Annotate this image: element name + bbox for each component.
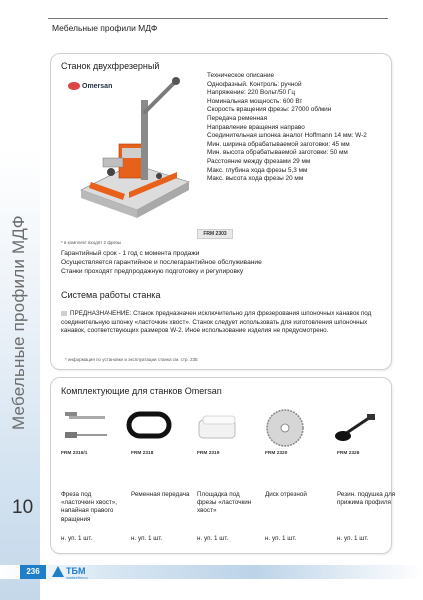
tbm-logo bbox=[52, 564, 104, 580]
accessory-name: Резин. подушка для прижима профиля bbox=[337, 491, 396, 507]
spec-item: Мин. ширина обрабатываемой заготовки: 45 мм bbox=[207, 140, 350, 148]
spec-item: Макс. глубина хода фрезы 5,3 мм bbox=[207, 166, 308, 174]
cutter-pad-icon bbox=[191, 408, 247, 448]
accessory-unit: н. уп. 1 шт. bbox=[197, 535, 229, 542]
system-title: Система работы станка bbox=[61, 290, 161, 300]
spec-list bbox=[207, 72, 387, 184]
router-bit-icon bbox=[55, 408, 111, 448]
header-rule bbox=[48, 18, 388, 19]
svg-text:ТБМ: ТБМ bbox=[66, 566, 86, 576]
product-title: Станок двухфрезерный bbox=[61, 61, 160, 71]
svg-text:market.tbm.ru: market.tbm.ru bbox=[66, 576, 88, 580]
page-header-title: Мебельные профили МДФ bbox=[52, 23, 158, 33]
spec-item: Мин. высота обрабатываемой заготовки: 50 мм bbox=[207, 149, 348, 157]
warranty-info bbox=[61, 249, 262, 276]
info-item: Осуществляется гарантийное и послегарантийное обслуживание bbox=[61, 259, 262, 266]
saw-blade-icon bbox=[257, 408, 313, 448]
section-number: 10 bbox=[12, 497, 34, 518]
accessory-name: Фреза под «ласточкин хвост», напайная правого вращения bbox=[61, 491, 117, 523]
accessory-code: FRM 2316/1 bbox=[61, 451, 88, 456]
spec-item: Скорость вращения фрезы: 27000 об/мин bbox=[207, 106, 332, 114]
product-card bbox=[50, 53, 392, 370]
footer-page-number: 236 bbox=[20, 565, 46, 579]
info-item: Гарантийный срок - 1 год с момента продажи bbox=[61, 250, 200, 257]
omersan-logo bbox=[68, 82, 112, 90]
machine-image bbox=[59, 72, 199, 227]
spec-item: Макс. высота хода фрезы 20 мм bbox=[207, 175, 304, 183]
accessory-code: FRM 2320 bbox=[265, 451, 288, 456]
rubber-pad-icon bbox=[329, 408, 385, 448]
spec-item: Направление вращения направо bbox=[207, 123, 305, 131]
accessory-code: FRM 2326 bbox=[337, 451, 360, 456]
accessory-unit: н. уп. 1 шт. bbox=[131, 535, 163, 542]
spec-item: Напряжение: 220 Вольт/50 Гц bbox=[207, 89, 295, 97]
spec-item: Передача ременная bbox=[207, 114, 268, 122]
accessory-code: FRM 2318 bbox=[131, 451, 154, 456]
purpose-body: ПРЕДНАЗНАЧЕНИЕ: Станок предназначен исключительно для фрезерования шпоночных канавок под соединительную шпонку «ласточкин хвост». Станок следует использовать для изготовления шпоночных канавок, соответствующих размеров W-2. Иное использование изделия не предусмотрено. bbox=[61, 310, 372, 335]
product-code-badge: FRM 2303 bbox=[197, 229, 233, 239]
accessory-unit: н. уп. 1 шт. bbox=[337, 535, 369, 542]
image-footnote: * в комплект входят 2 фрезы bbox=[61, 240, 122, 245]
purpose-text bbox=[61, 310, 381, 336]
side-strip bbox=[0, 0, 40, 600]
accessory-name: Ременная передача bbox=[131, 491, 190, 498]
system-footnote: * информация по установке и эксплуатации станка см. стр. 235 bbox=[65, 357, 198, 362]
accessory-code: FRM 2319 bbox=[197, 451, 220, 456]
spec-item: Расстояние между фрезами 29 мм bbox=[207, 157, 311, 165]
accessory-name: Диск отрезной bbox=[265, 491, 307, 498]
spec-item: Однофазный. Контроль: ручной bbox=[207, 80, 302, 88]
svg-text:Omersan: Omersan bbox=[82, 83, 113, 90]
spec-item: Номинальная мощность: 600 Вт bbox=[207, 97, 303, 105]
info-item: Станки проходят предпродажную подготовку и регулировку bbox=[61, 268, 244, 275]
accessories-title: Комплектующие для станков Omersan bbox=[61, 386, 222, 396]
spec-item: Техническое описание bbox=[207, 72, 275, 79]
accessories-card bbox=[50, 377, 396, 554]
drive-belt-icon bbox=[123, 408, 179, 448]
bullet-icon bbox=[61, 311, 67, 316]
accessory-unit: н. уп. 1 шт. bbox=[265, 535, 297, 542]
vertical-section-title: Мебельные профили МДФ bbox=[9, 215, 28, 430]
accessory-unit: н. уп. 1 шт. bbox=[61, 535, 93, 542]
accessory-name: Площадка под фрезы «ласточкин хвост» bbox=[197, 491, 252, 515]
spec-item: Соединительная шпонка аналог Hoffmann 14 мм: W-2 bbox=[207, 132, 367, 140]
